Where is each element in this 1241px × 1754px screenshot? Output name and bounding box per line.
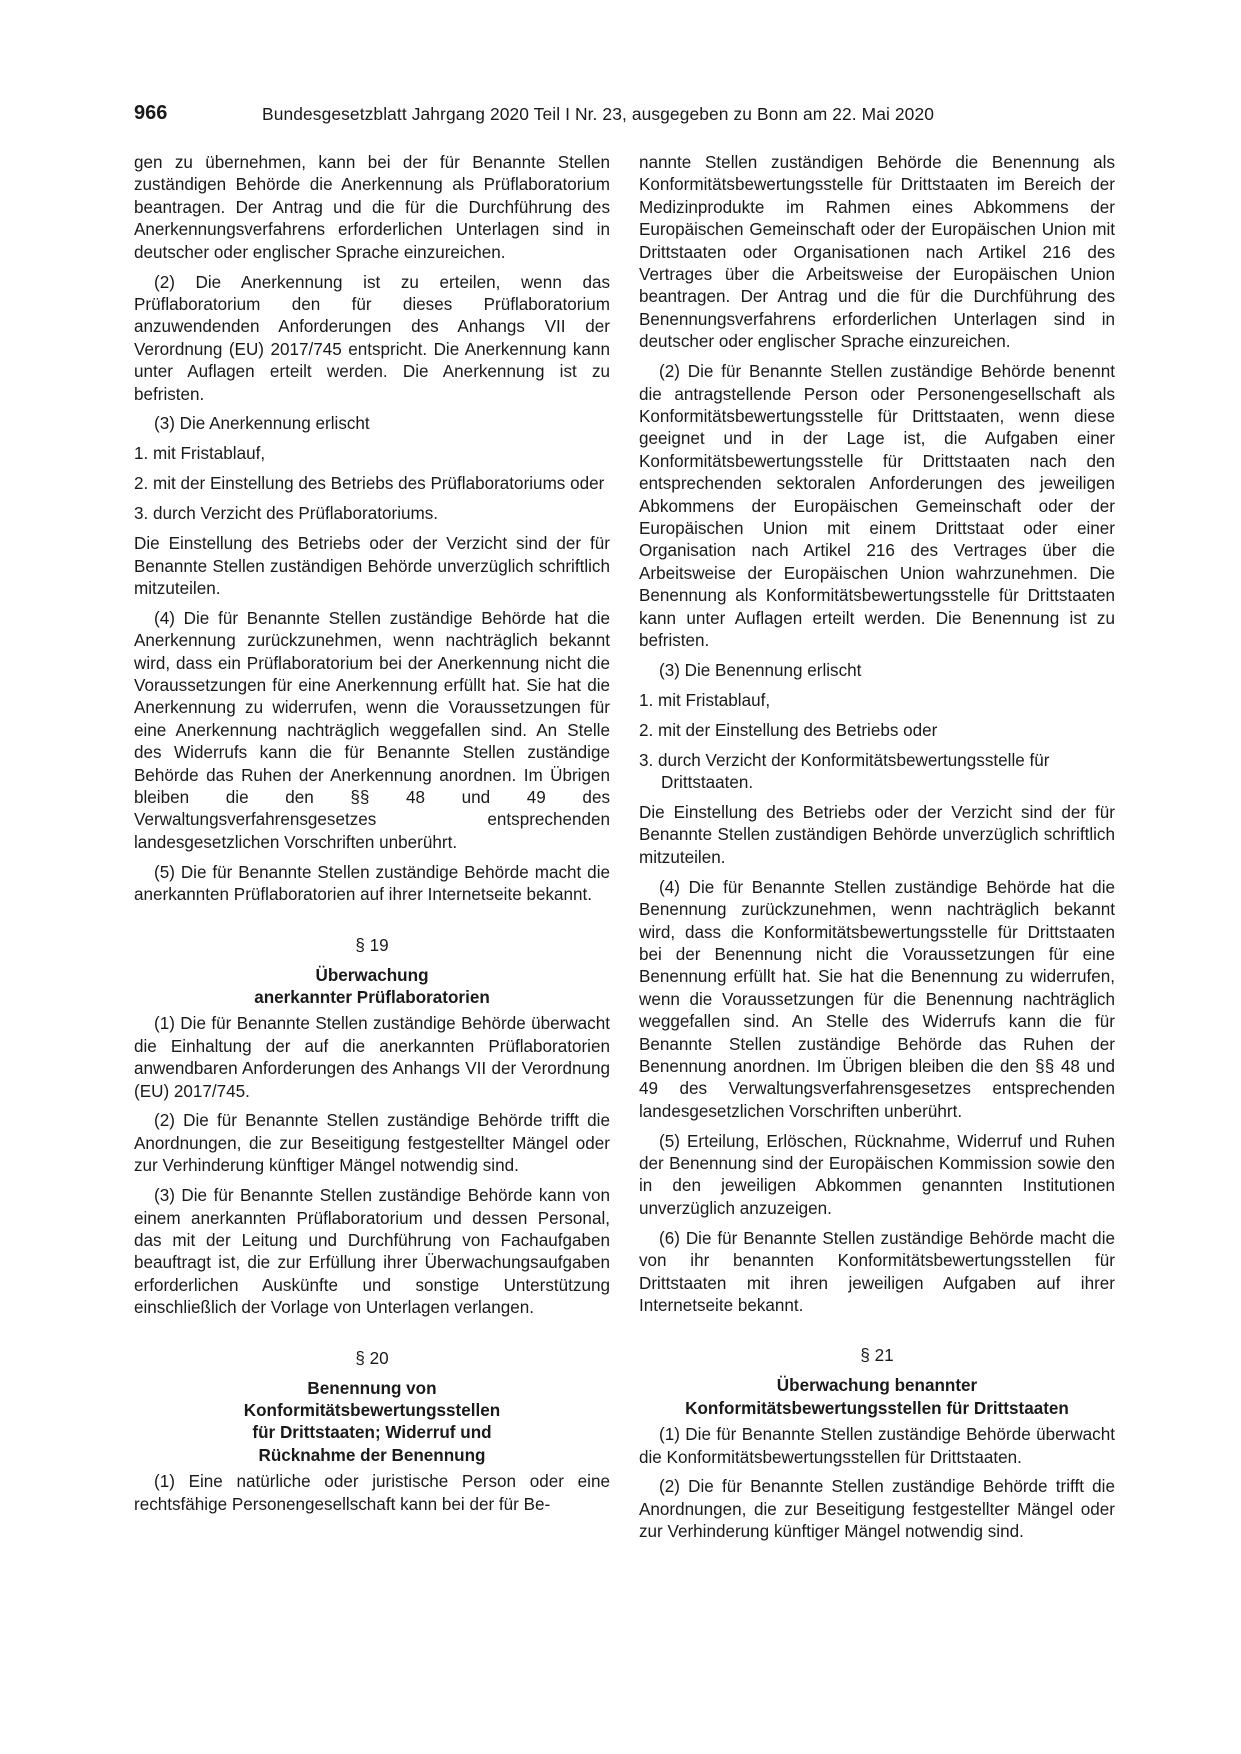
section-title	[134, 965, 610, 1010]
paragraph-3-after: Die Einstellung des Betriebs oder der Verzicht sind der für Benannte Stellen zuständigen Behörde unverzüglich schriftlich mitzuteilen.	[134, 534, 610, 598]
section-20-paragraph-1: (1) Eine natürliche oder juristische Person oder eine rechtsfähige Personengesellschaft kann bei der für Be-	[134, 1472, 610, 1514]
section-number: § 19	[355, 935, 389, 955]
paragraph-3: (3) Die Benennung erlischt	[659, 660, 862, 680]
paragraph-3: (3) Die Anerkennung erlischt	[154, 414, 370, 434]
section-19-paragraph-2: (2) Die für Benannte Stellen zuständige Behörde trifft die Anordnungen, die zur Beseitigung festgestellter Mängel oder zur Verhinderung künftiger Mängel notwendig sind.	[134, 1111, 610, 1176]
page-number: 966	[134, 102, 168, 124]
section-19-heading	[134, 935, 610, 1010]
section-title-line: Benennung von	[307, 1378, 437, 1398]
section-title-line: anerkannter Prüflaboratorien	[254, 987, 490, 1007]
paragraph-2: (2) Die Anerkennung ist zu erteilen, wenn das Prüflaboratorium den für dieses Prüflaboratorium anzuwendenden Anforderungen des Anhangs VII der Verordnung (EU) 2017/745 entspricht. Die Anerkennung kann unter Auflagen erteilt werden. Die Anerkennung ist zu befristen.	[134, 272, 610, 404]
paragraph-6: (6) Die für Benannte Stellen zuständige Behörde macht die von ihr benannten Konformitätsbewertungsstellen für Drittstaaten mit ihren jeweiligen Aufgaben auf ihrer Internetseite bekannt.	[639, 1228, 1115, 1315]
section-title	[639, 1375, 1115, 1420]
section-title-line: Konformitätsbewertungsstellen	[243, 1400, 501, 1420]
left-column	[134, 152, 610, 1523]
list-item-2: 2. mit der Einstellung des Betriebs oder	[639, 720, 938, 740]
section-19-paragraph-1: (1) Die für Benannte Stellen zuständige Behörde überwacht die Einhaltung der auf die anerkannten Prüflaboratorien anwendbaren Anforderungen des Anhangs VII der Verordnung (EU) 2017/745.	[134, 1014, 610, 1101]
list-item-2: 2. mit der Einstellung des Betriebs des Prüflaboratoriums oder	[134, 474, 605, 494]
section-number: § 20	[355, 1348, 389, 1368]
paragraph-continuation: nannte Stellen zuständigen Behörde die Benennung als Konformitätsbewertungsstelle für Drittstaaten im Bereich der Medizinprodukte im Rahmen eines Abkommens der Europäischen Gemeinschaft oder der Europäischen Union mit Drittstaaten oder Organisationen nach Artikel 216 des Vertrages über die Arbeitsweise der Europäischen Union beantragen. Der Antrag und die für die Durchführung des Benennungsverfahrens erforderlichen Unterlagen sind in deutscher oder englischer Sprache einzureichen.	[639, 153, 1115, 352]
list-item-1: 1. mit Fristablauf,	[134, 444, 266, 464]
section-title-line: Konformitätsbewertungsstellen für Drittstaaten	[685, 1398, 1069, 1418]
section-number: § 21	[860, 1346, 894, 1366]
section-21-heading	[639, 1345, 1115, 1420]
section-20-heading	[134, 1348, 610, 1468]
right-column	[639, 152, 1115, 1551]
paragraph-2: (2) Die für Benannte Stellen zuständige Behörde benennt die antragstellende Person oder Personengesellschaft als Konformitätsbewertungsstelle für Drittstaaten, wenn diese geeignet und in der Lage ist, die Aufgaben einer Konformitätsbewertungsstelle für Drittstaaten nach den entsprechenden sektoralen Anforderungen des jeweiligen Abkommens der Europäischen Gemeinschaft oder der Europäischen Union mit einem Drittstaat oder einer Organisation nach Artikel 216 des Vertrages über die Arbeitsweise der Europäischen Union wahrzunehmen. Die Benennung als Konformitätsbewertungsstelle für Drittstaaten kann unter Auflagen erteilt werden. Die Benennung ist zu befristen.	[639, 362, 1115, 651]
section-21-paragraph-1: (1) Die für Benannte Stellen zuständige Behörde überwacht die Konformitätsbewertungsstellen für Drittstaaten.	[639, 1425, 1115, 1467]
paragraph-continuation: gen zu übernehmen, kann bei der für Benannte Stellen zuständigen Behörde die Anerkennung als Prüflaboratorium beantragen. Der Antrag und die für die Durchführung des Anerkennungsverfahrens erforderlichen Unterlagen sind in deutscher oder englischer Sprache einzureichen.	[134, 153, 610, 262]
section-title	[134, 1378, 610, 1468]
paragraph-4: (4) Die für Benannte Stellen zuständige Behörde hat die Anerkennung zurückzunehmen, wenn nachträglich bekannt wird, dass ein Prüflaboratorium bei der Anerkennung nicht die Voraussetzungen für eine Anerkennung erfüllt hat. Sie hat die Anerkennung zu widerrufen, wenn die Voraussetzungen für eine Anerkennung nachträglich weggefallen sind. An Stelle des Widerrufs kann die für Benannte Stellen zuständige Behörde das Ruhen der Anerkennung anordnen. Im Übrigen bleiben die den §§ 48 und 49 des Verwaltungsverfahrensgesetzes entsprechenden landesgesetzlichen Vorschriften unberührt.	[134, 608, 610, 852]
page-header	[134, 100, 1114, 128]
gazette-title: Bundesgesetzblatt Jahrgang 2020 Teil I Nr. 23, ausgegeben zu Bonn am 22. Mai 2020	[262, 104, 934, 124]
paragraph-4: (4) Die für Benannte Stellen zuständige Behörde hat die Benennung zurückzunehmen, wenn nachträglich bekannt wird, dass die Konformitätsbewertungsstelle für Drittstaaten bei der Benennung nicht die Voraussetzungen für eine Benennung erfüllt hat. Sie hat die Benennung zu widerrufen, wenn die Voraussetzungen für die Benennung nachträglich weggefallen sind. An Stelle des Widerrufs kann die für Benannte Stellen zuständige Behörde das Ruhen der Benennung anordnen. Im Übrigen bleiben die den §§ 48 und 49 des Verwaltungsverfahrensgesetzes entsprechenden landesgesetzlichen Vorschriften unberührt.	[639, 877, 1115, 1121]
list-item-3: 3. durch Verzicht der Konformitätsbewertungsstelle für Drittstaaten.	[639, 750, 1050, 793]
section-title-line: für Drittstaaten; Widerruf und	[252, 1423, 492, 1443]
section-19-paragraph-3: (3) Die für Benannte Stellen zuständige Behörde kann von einem anerkannten Prüflaboratorium und dessen Personal, das mit der Leitung und Durchführung von Fachaufgaben beauftragt ist, die zur Erfüllung ihrer Überwachungsaufgaben erforderlichen Auskünfte und sonstige Unterstützung einschließlich der Vorlage von Unterlagen verlangen.	[134, 1186, 610, 1318]
paragraph-5: (5) Die für Benannte Stellen zuständige Behörde macht die anerkannten Prüflaboratorien auf ihrer Internetseite bekannt.	[134, 862, 610, 905]
paragraph-3-after: Die Einstellung des Betriebs oder der Verzicht sind der für Benannte Stellen zuständigen Behörde unverzüglich schriftlich mitzuteilen.	[639, 802, 1115, 867]
list-item-1: 1. mit Fristablauf,	[639, 690, 771, 710]
section-21-paragraph-2: (2) Die für Benannte Stellen zuständige Behörde trifft die Anordnungen, die zur Beseitigung festgestellter Mängel oder zur Verhinderung künftiger Mängel notwendig sind.	[639, 1477, 1115, 1542]
list-item-3: 3. durch Verzicht des Prüflaboratoriums.	[134, 504, 439, 524]
section-title-line: Überwachung benannter	[776, 1376, 978, 1396]
section-title-line: Überwachung	[315, 965, 429, 985]
section-title-line: Rücknahme der Benennung	[258, 1445, 486, 1465]
paragraph-5: (5) Erteilung, Erlöschen, Rücknahme, Widerruf und Ruhen der Benennung sind der Europäischen Kommission sowie den in den jeweiligen Abkommen genannten Institutionen unverzüglich anzuzeigen.	[639, 1131, 1115, 1218]
